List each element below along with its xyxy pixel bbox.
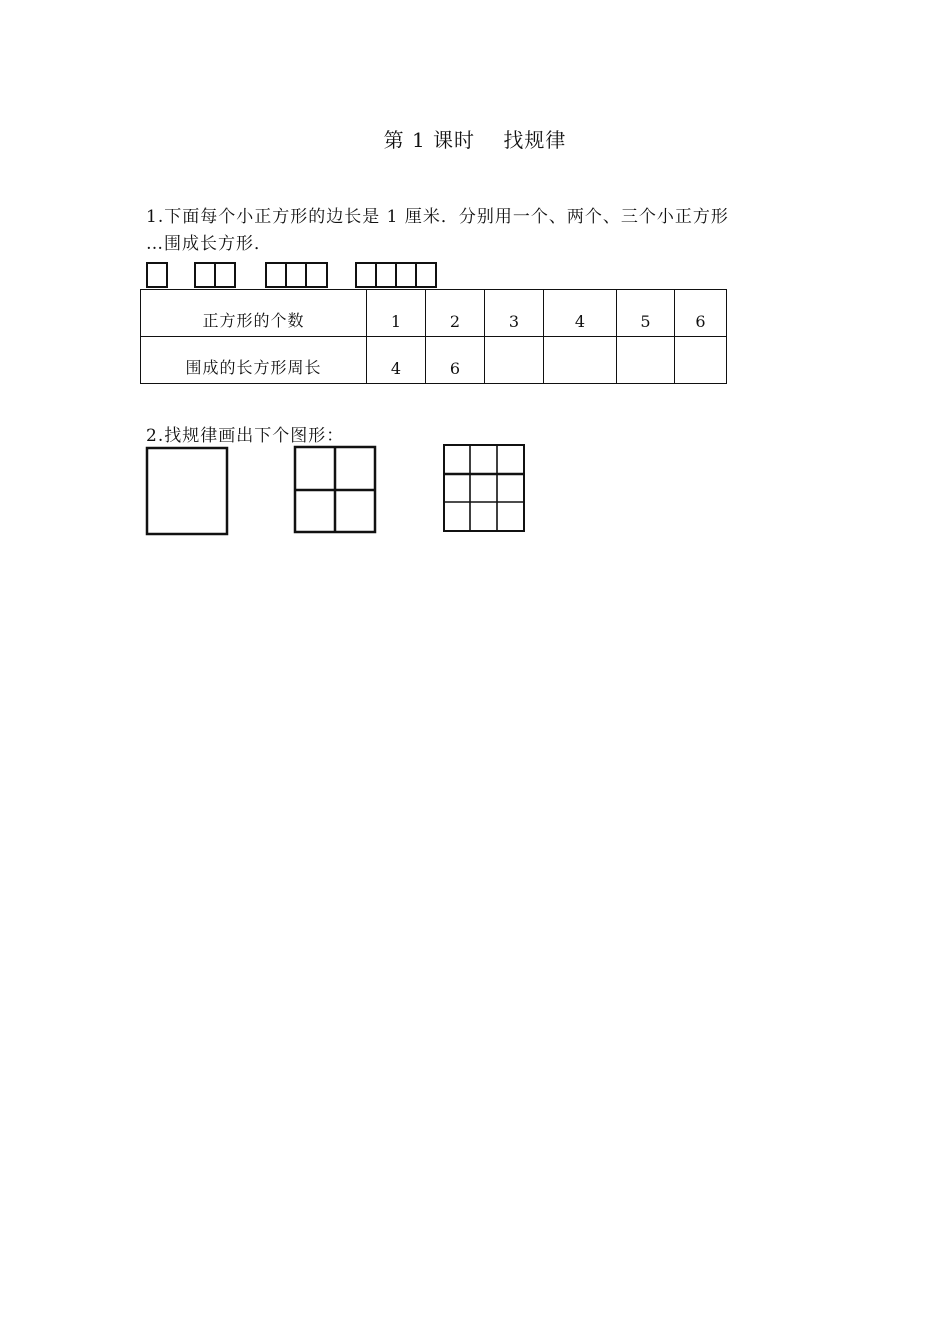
question-1 [146, 204, 826, 258]
answer-cell[interactable] [485, 337, 544, 384]
answer-cell[interactable] [617, 337, 675, 384]
perimeter-table [140, 289, 727, 384]
table-cell: 3 [485, 290, 544, 337]
strip-4-squares [355, 262, 437, 288]
table-cell: 6 [675, 290, 727, 337]
table-cell: 2 [426, 290, 485, 337]
grid-figure-1x1 [145, 446, 231, 538]
grid-figure-3x3 [442, 443, 528, 535]
table-row [141, 337, 727, 384]
row-label-perimeter: 围成的长方形周长 [141, 337, 367, 384]
table-cell: 1 [367, 290, 426, 337]
table-cell: 4 [544, 290, 617, 337]
strip-3-squares [265, 262, 328, 288]
strip-2-squares [194, 262, 236, 288]
strip-1-square [146, 262, 168, 288]
table-cell: 5 [617, 290, 675, 337]
question-2: 2.找规律画出下个图形： [146, 426, 345, 446]
page-title: 第 1 课时 找规律 [383, 128, 567, 152]
table-cell: 6 [426, 337, 485, 384]
row-label-square-count: 正方形的个数 [141, 290, 367, 337]
question-1-line-2: …围成长方形． [146, 234, 272, 254]
answer-cell[interactable] [544, 337, 617, 384]
table-row [141, 290, 727, 337]
table-cell: 4 [367, 337, 426, 384]
question-1-line-1: 1.下面每个小正方形的边长是 1 厘米．分别用一个、两个、三个小正方形 [146, 207, 729, 227]
answer-cell[interactable] [675, 337, 727, 384]
grid-figure-2x2 [293, 445, 379, 535]
